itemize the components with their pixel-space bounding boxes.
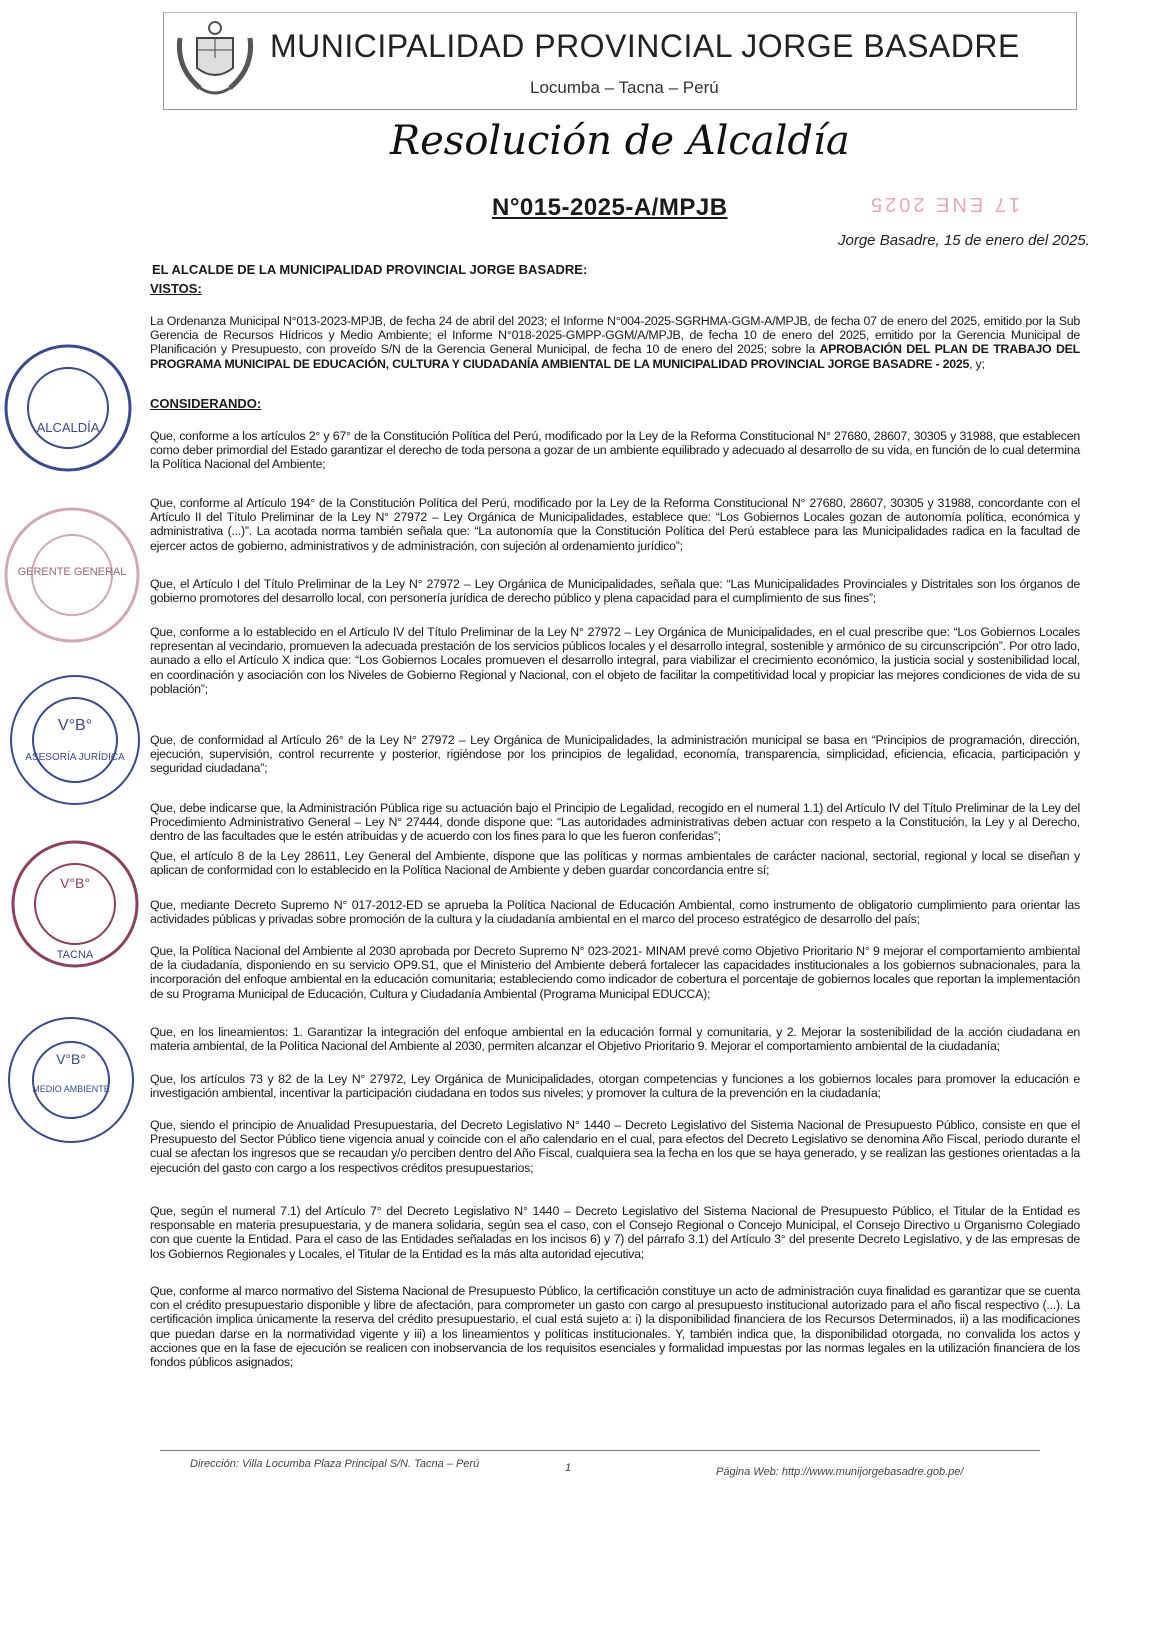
considerando-paragraph: Que, conforme a los artículos 2° y 67° de la Constitución Política del Perú, modificado por la Ley de la Reforma Constitucional N° 27680, 28607, 30305 y 31988, que establecen como deber primordial del Estado garantizar el derecho de toda persona a gozar de un ambiente equilibrado y adecuado al desarrollo de su vida, en función de lo cual determina la Política Nacional del Ambiente; bbox=[150, 429, 1080, 472]
svg-text:ASESORÍA JURÍDICA: ASESORÍA JURÍDICA bbox=[25, 752, 125, 763]
considerando-paragraph: Que, el artículo 8 de la Ley 28611, Ley General del Ambiente, dispone que las políticas y normas ambientales de carácter nacional, sectorial, regional y local se diseñan y aplican de conformidad con lo establecido en la Política Nacional de Ambiente y deben guardar concordancia entre sí; bbox=[150, 849, 1080, 878]
institution-location: Locumba – Tacna – Perú bbox=[530, 78, 719, 97]
considerando-heading: CONSIDERANDO: bbox=[150, 396, 262, 411]
document-date: Jorge Basadre, 15 de enero del 2025. bbox=[838, 232, 1090, 249]
vistos-text: La Ordenanza Municipal N°013-2023-MPJB, de fecha 24 de abril del 2023; el Informe N°004-2025-SGRHMA-GGM-A/MPJB, de fecha 07 de enero del 2025, emitido por la Sub Gerencia de Recursos Hídricos y Medio Ambiente; el Informe N°018-2025-GMPP-GGM/A/MPJB, de fecha 10 de enero del 2025, emitido por la Gerencia Municipal de Planificación y Presupuesto, con proveído S/N de la Gerencia General Municipal, de fecha 10 de enero del 2025; sobre la bbox=[150, 314, 1080, 357]
svg-text:TACNA: TACNA bbox=[56, 949, 94, 961]
svg-text:GERENTE GENERAL: GERENTE GENERAL bbox=[17, 566, 127, 578]
footer-address: Dirección: Villa Locumba Plaza Principal S/N. Tacna – Perú bbox=[190, 1458, 480, 1470]
vistos-paragraph bbox=[150, 314, 1080, 371]
considerando-paragraph: Que, en los lineamientos: 1. Garantizar la integración del enfoque ambiental en la educación formal y comunitaria, y 2. Mejorar la sostenibilidad de la acción ciudadana en materia ambiental, de la Política Nacional del Ambiente al 2030, permiten alcanzar el Objetivo Prioritario 9. Mejorar el comportamiento ambiental de la ciudadanía; bbox=[150, 1025, 1080, 1054]
footer-web bbox=[716, 1466, 963, 1478]
svg-text:ALCALDÍA: ALCALDÍA bbox=[36, 420, 100, 435]
intro-line: EL ALCALDE DE LA MUNICIPALIDAD PROVINCIAL JORGE BASADRE: bbox=[152, 262, 588, 277]
planificacion-seal bbox=[5, 838, 145, 973]
institution-name: MUNICIPALIDAD PROVINCIAL JORGE BASADRE bbox=[270, 28, 1020, 64]
svg-text:V°B°: V°B° bbox=[56, 1051, 86, 1067]
resolution-number: N°015-2025-A/MPJB bbox=[492, 194, 728, 221]
considerando-paragraph: Que, conforme a lo establecido en el Artículo IV del Título Preliminar de la Ley N° 27972 – Ley Orgánica de Municipalidades, en el cual prescribe que: “Los Gobiernos Locales representan al vecindario, promueven la adecuada prestación de los servicios públicos locales y el desarrollo integral, sostenible y armónico de su circunscripción”. Por otro lado, aunado a ello el Artículo X indica que: “Los Gobiernos Locales promueven el desarrollo integral, para viabilizar el crecimiento económico, la justicia social y sostenibilidad local, en coordinación y asociación con los Niveles de Gobierno Regional y Nacional, con el objeto de facilitar la competitividad local y propiciar las mejores condiciones de vida de su población”; bbox=[150, 625, 1080, 696]
document-type-title: Resolución de Alcaldía bbox=[390, 118, 850, 164]
svg-text:V°B°: V°B° bbox=[60, 875, 90, 891]
footer-web-label: Página Web: bbox=[716, 1466, 779, 1478]
considerando-paragraph: Que, debe indicarse que, la Administración Pública rige su actuación bajo el Principio de Legalidad, recogido en el numeral 1.1) del Artículo IV del Título Preliminar de la Ley del Procedimiento Administrativo General – Ley N° 27444, donde dispone que: “Las autoridades administrativas deben actuar con respeto a la Constitución, la Ley y al Derecho, dentro de las facultades que le estén atribuidas y de acuerdo con los fines para lo que les fueron conferidas”; bbox=[150, 801, 1080, 844]
page-number: 1 bbox=[565, 1462, 572, 1474]
considerando-paragraph: Que, conforme al Artículo 194° de la Constitución Política del Perú, modificado por la Ley de la Reforma Constitucional N° 27680, 28607, 30305 y 31988, concordante con el Artículo II del Título Preliminar de la Ley N° 27972 – Ley Orgánica de Municipalidades, establece que: “Los Gobiernos Locales gozan de autonomía política, económica y administrativa (...)”. La acotada norma también señala que: “La autonomía que la Constitución Política del Perú establece para las Municipalidades radica en la facultad de ejercer actos de gobierno, administrativos y de administración, con sujeción al ordenamiento jurídico”; bbox=[150, 496, 1080, 553]
considerando-paragraph: Que, el Artículo I del Título Preliminar de la Ley N° 27972 – Ley Orgánica de Municipalidades, señala que: “Las Municipalidades Provinciales y Distritales son los órganos de gobierno promotores del desarrollo local, con personería jurídica de derecho público y plena capacidad para el cumplimiento de sus fines”; bbox=[150, 577, 1080, 606]
recursos-hidricos-seal bbox=[5, 1012, 140, 1147]
alcaldia-seal bbox=[0, 340, 135, 475]
footer-divider bbox=[160, 1450, 1040, 1451]
asesoria-juridica-seal bbox=[5, 670, 145, 810]
vistos-subject: APROBACIÓN DEL PLAN DE TRABAJO DEL PROGRAMA MUNICIPAL DE EDUCACIÓN, CULTURA Y CIUDADANÍA AMBIENTAL DE LA MUNICIPALIDAD PROVINCIAL JORGE BASADRE - 2025 bbox=[150, 342, 1080, 371]
vistos-tail: , y; bbox=[969, 356, 985, 371]
gerencia-general-seal bbox=[0, 505, 150, 645]
considerando-paragraph: Que, conforme al marco normativo del Sistema Nacional de Presupuesto Público, la certificación constituye un acto de administración cuya finalidad es garantizar que se cuenta con el crédito presupuestario disponible y libre de afectación, para comprometer un gasto con cargo al presupuesto institucional autorizado para el año fiscal respectivo (...). La certificación implica únicamente la reserva del crédito presupuestario, el cual está sujeto a: i) la disponibilidad financiera de los Recursos Determinados, ii) a las modificaciones que puedan darse en la normatividad vigente y iii) a los lineamientos y políticas institucionales. Y, también indica que, la disponibilidad otorgada, no convalida los actos y acciones que en la fase de ejecución se realicen con inobservancia de los requisitos esenciales y formalidad impuestas por las normas legales en la utilización financiera de los fondos públicos asignados; bbox=[150, 1284, 1080, 1370]
considerando-paragraph: Que, de conformidad al Artículo 26° de la Ley N° 27972 – Ley Orgánica de Municipalidades, la administración municipal se basa en “Principios de programación, dirección, ejecución, supervisión, control recurrente y posterior, rigiéndose por los principios de legalidad, economía, transparencia, simplicidad, eficiencia, eficacia, participación y seguridad ciudadana”; bbox=[150, 733, 1080, 776]
svg-text:MEDIO AMBIENTE: MEDIO AMBIENTE bbox=[32, 1084, 110, 1094]
considerando-paragraph: Que, siendo el principio de Anualidad Presupuestaria, del Decreto Legislativo N° 1440 – Decreto Legislativo del Sistema Nacional de Presupuesto Público, consiste en que el Presupuesto del Sector Público tiene vigencia anual y coincide con el año calendario en el cual, para efectos del Decreto Legislativo se denomina Año Fiscal, periodo durante el cual se afectan los ingresos que se recaudan y/o perciben dentro del Año Fiscal, cualquiera sea la fecha en los que se haya generado, y se realizan las gestiones orientadas a la ejecución del gasto con cargo a los respectivos créditos presupuestarios; bbox=[150, 1118, 1080, 1175]
peru-coat-of-arms-icon bbox=[172, 18, 258, 102]
considerando-paragraph: Que, los artículos 73 y 82 de la Ley N° 27972, Ley Orgánica de Municipalidades, otorgan competencias y funciones a los gobiernos locales para promover la educación e investigación ambiental, incentivar la participación ciudadana en todos sus niveles; y promover la cultura de la prevención en la ciudadanía; bbox=[150, 1072, 1080, 1101]
considerando-paragraph: Que, la Política Nacional del Ambiente al 2030 aprobada por Decreto Supremo N° 023-2021- MINAM prevé como Objetivo Prioritario N° 9 mejorar el comportamiento ambiental de la ciudadanía, disponiendo en su servicio OP9.S1, que el Ministerio del Ambiente deberá fortalecer las capacidades institucionales a los gobiernos subnacionales, para la incorporación del enfoque ambiental en la educación comunitaria; estableciendo como indicador de cobertura el porcentaje de gobiernos locales que reportan la implementación de su Programa Municipal de Educación, Cultura y Ciudadanía Ambiental (Programa Municipal EDUCCA); bbox=[150, 944, 1080, 1001]
considerando-paragraph: Que, según el numeral 7.1) del Artículo 7° del Decreto Legislativo N° 1440 – Decreto Legislativo del Sistema Nacional de Presupuesto Público, el Titular de la Entidad es responsable en materia presupuestaria, y de manera solidaria, según sea el caso, con el Consejo Regional o Concejo Municipal, el Consejo Directivo u Organismo Colegiado con que cuente la Entidad. Para el caso de las Entidades señaladas en los incisos 6) y 7) del párrafo 3.1) del Artículo 3° del presente Decreto Legislativo, y de las empresas de los Gobiernos Regionales y Locales, el Titular de la Entidad es la más alta autoridad ejecutiva; bbox=[150, 1204, 1080, 1261]
svg-text:V°B°: V°B° bbox=[57, 717, 93, 734]
considerando-paragraph: Que, mediante Decreto Supremo N° 017-2012-ED se aprueba la Política Nacional de Educación Ambiental, como instrumento de obligatorio cumplimiento para orientar las actividades públicas y privadas sobre promoción de la cultura y la ciudadanía ambiental en el marco del proceso estratégico de desarrollo del país; bbox=[150, 898, 1080, 927]
website-link[interactable]: http://www.munijorgebasadre.gob.pe/ bbox=[781, 1466, 964, 1478]
received-stamp: 17 ENE 2025 bbox=[868, 193, 1020, 215]
vistos-heading: VISTOS: bbox=[150, 281, 202, 296]
